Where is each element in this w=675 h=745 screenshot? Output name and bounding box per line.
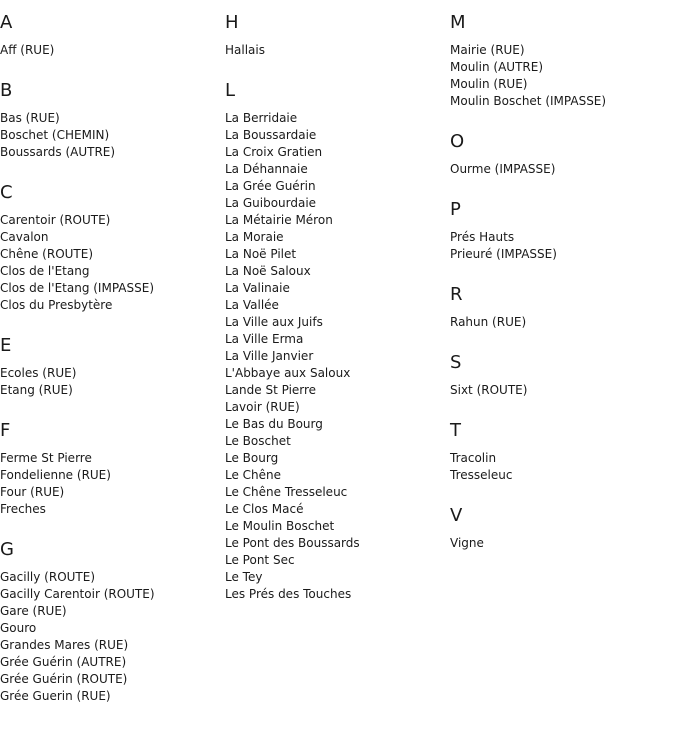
street-link[interactable]: La Croix Gratien (225, 145, 323, 159)
street-link[interactable]: Cavalon (0, 230, 49, 244)
street-link[interactable]: Le Pont Sec (225, 553, 295, 567)
letter-section (450, 131, 670, 178)
letter-section (450, 420, 670, 484)
street-list (225, 42, 445, 59)
section-letter-heading: M (450, 12, 466, 33)
street-link[interactable]: La Déhannaie (225, 162, 308, 176)
letter-section (450, 12, 670, 110)
street-link[interactable]: Le Tey (225, 570, 263, 584)
section-letter-heading: P (450, 199, 461, 220)
street-link[interactable]: Prés Hauts (450, 230, 515, 244)
street-list (0, 212, 220, 314)
street-link[interactable]: Lande St Pierre (225, 383, 317, 397)
section-letter-heading: E (0, 335, 12, 356)
street-link[interactable]: Grée Guerin (RUE) (0, 689, 111, 703)
street-link[interactable]: La Valinaie (225, 281, 290, 295)
street-link[interactable]: Le Clos Macé (225, 502, 304, 516)
section-letter-heading: C (0, 182, 13, 203)
street-link[interactable]: Ecoles (RUE) (0, 366, 77, 380)
section-letter-heading: B (0, 80, 13, 101)
street-link[interactable]: Fondelienne (RUE) (0, 468, 111, 482)
street-link[interactable]: La Moraie (225, 230, 284, 244)
street-link[interactable]: Le Boschet (225, 434, 291, 448)
section-letter-heading: G (0, 539, 14, 560)
street-link[interactable]: Four (RUE) (0, 485, 65, 499)
street-link[interactable]: Gare (RUE) (0, 604, 67, 618)
street-link[interactable]: Gacilly Carentoir (ROUTE) (0, 587, 155, 601)
street-list (450, 535, 670, 552)
index-column-2 (225, 12, 445, 624)
street-link[interactable]: Clos de l'Etang (IMPASSE) (0, 281, 154, 295)
street-link[interactable]: Freches (0, 502, 46, 516)
street-link[interactable]: Prieuré (IMPASSE) (450, 247, 557, 261)
street-link[interactable]: Aff (RUE) (0, 43, 55, 57)
letter-section (0, 182, 220, 314)
street-link[interactable]: Sixt (ROUTE) (450, 383, 528, 397)
letter-section (450, 284, 670, 331)
street-link[interactable]: Gacilly (ROUTE) (0, 570, 96, 584)
section-letter-heading: F (0, 420, 11, 441)
letter-section (0, 335, 220, 399)
street-list (450, 450, 670, 484)
street-link[interactable]: Le Pont des Boussards (225, 536, 360, 550)
street-link[interactable]: Clos du Presbytère (0, 298, 113, 312)
street-link[interactable]: Le Chêne (225, 468, 282, 482)
street-link[interactable]: La Guibourdaie (225, 196, 317, 210)
street-link[interactable]: La Boussardaie (225, 128, 317, 142)
street-link[interactable]: Boschet (CHEMIN) (0, 128, 110, 142)
street-link[interactable]: Le Bourg (225, 451, 279, 465)
street-list (0, 365, 220, 399)
street-link[interactable]: Grée Guérin (ROUTE) (0, 672, 128, 686)
section-letter-heading: R (450, 284, 463, 305)
street-list (450, 382, 670, 399)
section-letter-heading: T (450, 420, 461, 441)
street-list (450, 314, 670, 331)
section-letter-heading: L (225, 80, 236, 101)
letter-section (0, 80, 220, 161)
letter-section (450, 199, 670, 263)
street-list (450, 229, 670, 263)
letter-section (450, 352, 670, 399)
street-link[interactable]: Clos de l'Etang (0, 264, 90, 278)
street-link[interactable]: La Grée Guérin (225, 179, 316, 193)
street-list (225, 110, 445, 603)
street-link[interactable]: Le Moulin Boschet (225, 519, 335, 533)
street-list (450, 161, 670, 178)
street-link[interactable]: Rahun (RUE) (450, 315, 527, 329)
street-link[interactable]: La Berridaie (225, 111, 298, 125)
street-link[interactable]: Les Prés des Touches (225, 587, 352, 601)
street-link[interactable]: La Métairie Méron (225, 213, 333, 227)
street-link[interactable]: La Ville Janvier (225, 349, 314, 363)
letter-section (0, 12, 220, 59)
section-letter-heading: A (0, 12, 13, 33)
street-link[interactable]: La Vallée (225, 298, 279, 312)
street-link[interactable]: Gouro (0, 621, 37, 635)
section-letter-heading: O (450, 131, 465, 152)
street-list (450, 42, 670, 110)
section-letter-heading: H (225, 12, 239, 33)
street-link[interactable]: Tracolin (450, 451, 497, 465)
street-link[interactable]: Ferme St Pierre (0, 451, 92, 465)
street-list (0, 450, 220, 518)
street-link[interactable]: Moulin (RUE) (450, 77, 528, 91)
street-link[interactable]: Hallais (225, 43, 265, 57)
letter-section (450, 505, 670, 552)
street-list (0, 42, 220, 59)
index-column-3 (450, 12, 670, 573)
letter-section (225, 12, 445, 59)
street-link[interactable]: L'Abbaye aux Saloux (225, 366, 351, 380)
street-link[interactable]: Etang (RUE) (0, 383, 73, 397)
street-list (0, 110, 220, 161)
street-link[interactable]: Tresseleuc (450, 468, 513, 482)
street-link[interactable]: Le Bas du Bourg (225, 417, 323, 431)
section-letter-heading: S (450, 352, 462, 373)
letter-section (225, 80, 445, 603)
letter-section (0, 420, 220, 518)
street-link[interactable]: Mairie (RUE) (450, 43, 525, 57)
street-link[interactable]: Grée Guérin (AUTRE) (0, 655, 127, 669)
street-link[interactable]: Boussards (AUTRE) (0, 145, 116, 159)
street-link[interactable]: Carentoir (ROUTE) (0, 213, 111, 227)
street-link[interactable]: Grandes Mares (RUE) (0, 638, 129, 652)
street-link[interactable]: Chêne (ROUTE) (0, 247, 94, 261)
street-link[interactable]: Bas (RUE) (0, 111, 60, 125)
section-letter-heading: V (450, 505, 463, 526)
street-link[interactable]: Ourme (IMPASSE) (450, 162, 556, 176)
street-link[interactable]: Le Chêne Tresseleuc (225, 485, 348, 499)
street-link[interactable]: Moulin (AUTRE) (450, 60, 543, 74)
street-link[interactable]: La Noë Saloux (225, 264, 311, 278)
street-link[interactable]: La Ville Erma (225, 332, 304, 346)
letter-section (0, 539, 220, 705)
street-list (0, 569, 220, 705)
index-column-1 (0, 12, 220, 726)
street-link[interactable]: La Ville aux Juifs (225, 315, 323, 329)
street-link[interactable]: Lavoir (RUE) (225, 400, 300, 414)
street-link[interactable]: Vigne (450, 536, 484, 550)
street-link[interactable]: Moulin Boschet (IMPASSE) (450, 94, 607, 108)
street-link[interactable]: La Noë Pilet (225, 247, 297, 261)
